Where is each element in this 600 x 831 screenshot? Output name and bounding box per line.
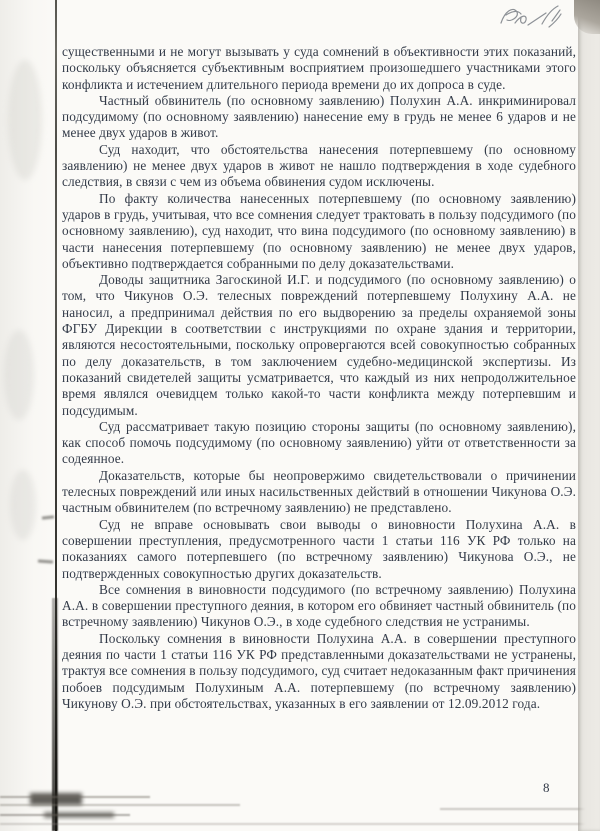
handwritten-mark: [494, 1, 566, 37]
scan-bottom-streak: [0, 796, 150, 798]
paragraph: Суд не вправе основывать свои выводы о виновности Полухина А.А. в совершении преступления, предусмотренного части 1 статьи 116 УК РФ только на показаниях самого потерпевшего (по встречному заявлению) Чикунова О.Э., не подтвержденных совокупностью других доказательств.: [62, 516, 576, 581]
scan-bottom-streak: [0, 823, 600, 825]
paragraph: Поскольку сомнения в виновности Полухина А.А. в совершении преступного деяния по части 1 статьи 116 УК РФ представленными доказательствами не устранены, трактуя все сомнения в пользу подсудимого, суд считает недоказанным факт причинения побоев подсудимым Полухиным А.А. потерпевшему (по встречному заявлению) Чикунову О.Э. при обстоятельствах, указанных в его заявлении от 12.09.2012 года.: [62, 630, 576, 711]
scan-bottom-streak: [0, 814, 130, 816]
scan-blotch: [10, 470, 36, 540]
page-number: 8: [543, 780, 550, 795]
scan-blotch: [8, 60, 42, 180]
paragraph: Суд находит, что обстоятельства нанесения потерпевшему (по основному заявлению) не менее двух ударов в живот не нашло подтверждения в ходе судебного следствия, в связи с чем из объема обвинения судом исключены.: [62, 141, 576, 190]
paragraph: Доказательств, которые бы неопровержимо свидетельствовали о причинении телесных повреждений или иных насильственных действий в отношении Чикунова О.Э. частным обвинителем (по встречному заявлению) не представлено.: [62, 467, 576, 516]
scan-bottom-streak: [0, 804, 240, 806]
scan-right-edge-strip: [578, 0, 600, 831]
paragraph: По факту количества нанесенных потерпевшему (по основному заявлению) ударов в грудь, учитывая, что все сомнения следует трактовать в пользу подсудимого (по основному заявлению), суд находит, что вина подсудимого (по основному заявлению) в части нанесения потерпевшему (по основному заявлению) не менее двух ударов, объективно подтверждается собранными по делу доказательствами.: [62, 190, 576, 271]
scan-bottom-streak: [440, 808, 600, 810]
paragraph: Все сомнения в виновности подсудимого (по встречному заявлению) Полухина А.А. в совершении преступного деяния, в котором его обвиняет частный обвинитель (по встречному заявлению) Чикунов О.Э., в ходе судебного следствия не устранимы.: [62, 581, 576, 630]
paragraph: Суд рассматривает такую позицию стороны защиты (по основному заявлению), как способ помочь подсудимому (по основному заявлению) уйти от ответственности за содеянное.: [62, 418, 576, 467]
paragraph: Доводы защитника Загоскиной И.Г. и подсудимого (по основному заявлению) о том, что Чикунов О.Э. телесных повреждений потерпевшему Полухину А.А. не наносил, а предпринимал действия по его выдворению за пределы охраняемой зоны ФГБУ Дирекции в соответствии с инструкциями по охране здания и территории, являются несостоятельными, поскольку опровергаются всей совокупностью собранных по делу доказательств, в том заключением судебно-медицинской экспертизы. Из показаний свидетелей защиты усматривается, что каждый из них непродолжительное время являлся очевидцем только какой-то части конфликта между потерпевшим и подсудимым.: [62, 272, 576, 418]
paragraph: существенными и не могут вызывать у суда сомнений в объективности этих показаний, поскольку объясняется субъективным восприятием произошедшего участниками этого конфликта и истечением длительного периода времени до их допроса в суде.: [62, 44, 576, 92]
scan-blotch: [4, 330, 34, 420]
paragraph: Частный обвинитель (по основному заявлению) Полухин А.А. инкриминировал подсудимому (по основному заявлению) нанесение ему в грудь не менее 6 ударов и не менее двух ударов в живот.: [62, 92, 576, 141]
document-body-text: [62, 44, 576, 712]
